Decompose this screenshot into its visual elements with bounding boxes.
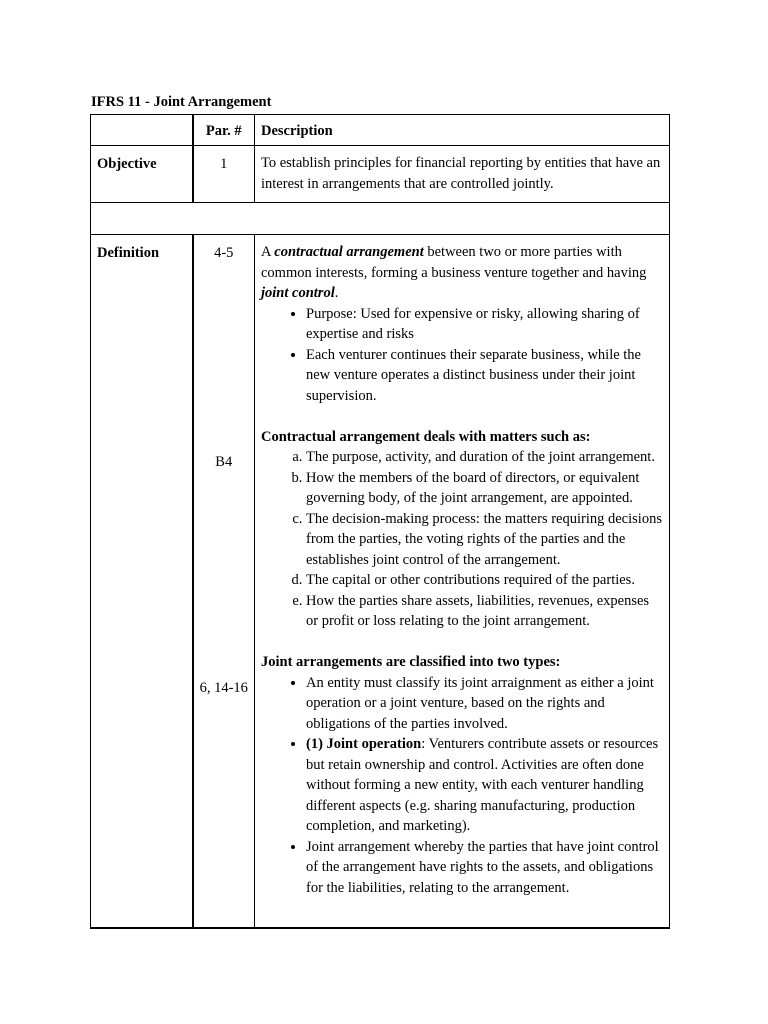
table-row-objective [91,146,670,203]
list-item: a. The purpose, activity, and duration of the joint arrangement. [306,447,663,468]
empty-cell [91,203,670,235]
list-item: c. The decision-making process: the matters requiring decisions from the parties, the voting rights of the parties and the establishes joint control of the arrangement. [306,509,663,571]
matters-list [261,447,663,632]
definition-par-b4: B4 [215,453,233,470]
list-item: e. How the parties share assets, liabilities, revenues, expenses or profit or loss relating to the joint arrangement. [306,591,663,632]
term-contractual-arrangement: contractual arrangement [274,244,424,260]
definition-par-column [193,235,255,928]
document-title: IFRS 11 - Joint Arrangement [91,94,272,110]
intro-bullet-list [261,304,663,407]
intro-pre: A [261,244,275,260]
objective-par: 1 [193,146,255,203]
intro-post: . [334,285,339,301]
table-header-row [91,115,670,146]
types-heading: Joint arrangements are classified into two types: [261,654,561,670]
list-item: • Joint arrangement whereby the parties that have joint control of the arrangement have rights to the assets, and obligations for the liabilities, relating to the arrangement. [306,837,663,899]
table-row-empty [91,203,670,235]
definition-description [255,235,670,928]
definition-intro [261,242,663,304]
definition-topic: Definition [91,235,193,928]
ifrs-table [90,114,670,929]
table-row-definition [91,235,670,928]
definition-par-6-14-16: 6, 14-16 [199,680,248,696]
joint-operation-text: : Venturers contribute assets or resources but retain ownership and control. Activities are often done without forming a new entity, with each venturer handling different aspects (e.g. sharing manufacturing, production completion, and marketing). [306,736,659,834]
intro-mid: between two or more parties with common interests, forming a business venture together and having [261,244,647,281]
joint-operation-label: (1) Joint operation [306,736,422,752]
objective-description: To establish principles for financial reporting by entities that have an interest in arrangements that are controlled jointly. [255,146,670,203]
header-par-number: Par. # [193,115,255,146]
matters-heading: Contractual arrangement deals with matters such as: [261,428,591,445]
list-item: • Purpose: Used for expensive or risky, allowing sharing of expertise and risks [306,304,663,345]
list-item: • Each venturer continues their separate business, while the new venture operates a distinct business under their joint supervision. [306,345,663,407]
list-item: d. The capital or other contributions required of the parties. [306,570,663,591]
list-item [306,734,663,837]
objective-topic: Objective [91,146,193,203]
types-bullet-list [261,673,663,899]
definition-par-4-5: 4-5 [214,245,234,261]
term-joint-control: joint control [261,285,335,301]
list-item: • An entity must classify its joint arraignment as either a joint operation or a joint venture, based on the rights and obligations of the parties involved. [306,673,663,735]
list-item: b. How the members of the board of directors, or equivalent governing body, of the joint arrangement, are appointed. [306,468,663,509]
header-topic-cell [91,115,193,146]
header-description: Description [255,115,670,146]
